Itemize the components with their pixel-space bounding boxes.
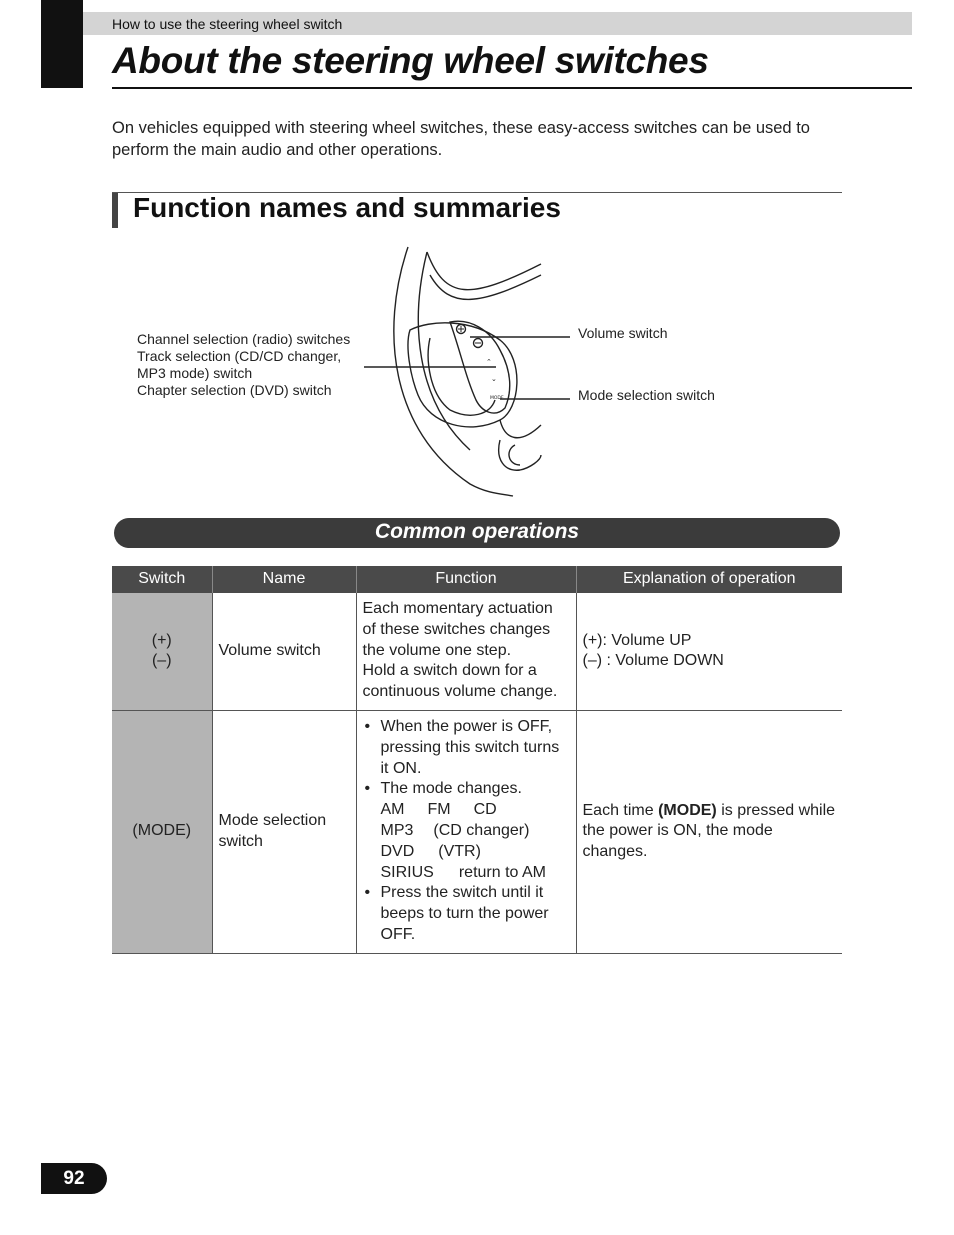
wheel-spoke-top — [427, 252, 541, 290]
minus-button-icon — [474, 339, 483, 348]
plus-button-icon — [457, 325, 466, 334]
chapter-tab — [41, 0, 83, 88]
wheel-spoke-bottom — [500, 420, 541, 438]
intro-paragraph: On vehicles equipped with steering wheel switches, these easy-access switches can be used to perform the main audio and other operations. — [112, 119, 810, 159]
mode-sequence: AM FM CD MP3 (CD changer) DVD (VTR) SIRIUS return to AM — [380, 801, 546, 881]
section-marker — [112, 193, 118, 228]
switch-cell: (MODE) — [112, 710, 212, 953]
callout-channel-selection: Channel selection (radio) switches Track selection (CD/CD changer, MP3 mode) switch Chapter selection (DVD) switch — [137, 331, 351, 398]
header-explanation: Explanation of operation — [576, 566, 842, 593]
title-divider — [112, 87, 912, 89]
common-operations-title: Common operations — [374, 520, 580, 543]
header-switch: Switch — [112, 566, 212, 593]
wheel-rim-inner — [418, 252, 470, 450]
switch-cell: (+) (–) — [112, 593, 212, 710]
function-bullet: • The mode changes. AM FM CD MP3 (CD changer) DVD (VTR) SIRIUS return to AM — [363, 779, 570, 883]
explanation-cell: (+): Volume UP (–) : Volume DOWN — [576, 593, 842, 710]
operations-table — [112, 566, 842, 954]
name-cell: Volume switch — [212, 593, 356, 710]
page-title: About the steering wheel switches — [112, 40, 709, 81]
callout-mode-switch: Mode selection switch — [578, 387, 715, 403]
name-cell: Mode selection switch — [212, 710, 356, 953]
switch-pad — [450, 321, 510, 413]
function-cell: Each momentary actuation of these switches changes the volume one step. Hold a switch down for a continuous volume change. — [356, 593, 576, 710]
header-function: Function — [356, 566, 576, 593]
table-row — [112, 710, 842, 953]
function-bullet: • Press the switch until it beeps to turn the power OFF. — [363, 883, 570, 945]
header-name: Name — [212, 566, 356, 593]
svg-text:⌃: ⌃ — [486, 358, 492, 366]
svg-text:MODE: MODE — [490, 396, 504, 401]
svg-text:⌄: ⌄ — [491, 375, 497, 383]
table-row — [112, 593, 842, 710]
function-cell — [356, 710, 576, 953]
wheel-hub — [408, 323, 517, 427]
section-title: Function names and summaries — [133, 192, 561, 223]
table-header-row — [112, 566, 842, 593]
callout-volume-switch: Volume switch — [578, 325, 668, 341]
breadcrumb: How to use the steering wheel switch — [112, 16, 343, 32]
explanation-cell: Each time (MODE) is pressed while the power is ON, the mode changes. — [576, 710, 842, 953]
wheel-rim-outer — [394, 247, 513, 496]
function-bullet: • When the power is OFF, pressing this switch turns it ON. — [363, 717, 570, 779]
page-number: 92 — [41, 1163, 107, 1194]
